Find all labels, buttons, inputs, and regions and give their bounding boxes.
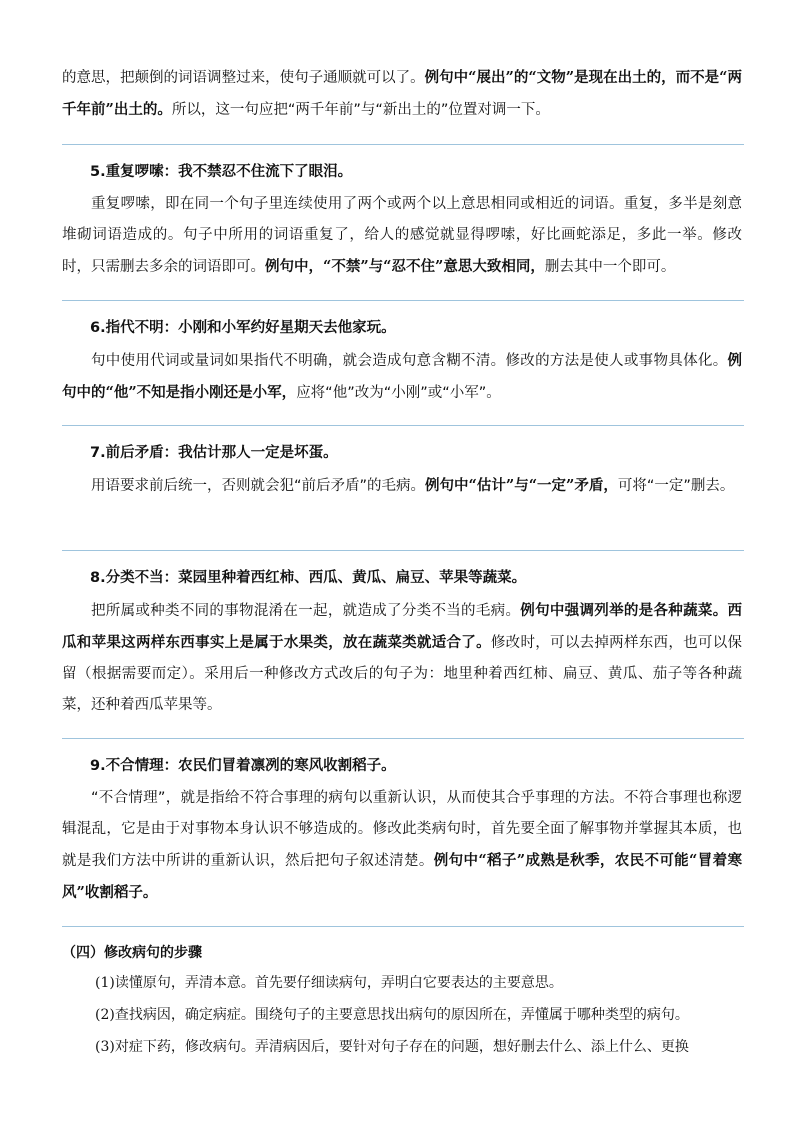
steps-title: （四）修改病句的步骤 — [62, 945, 202, 961]
section-8-heading: 8.分类不当：菜园里种着西红柿、西瓜、黄瓜、扁豆、苹果等蔬菜。 — [90, 570, 527, 586]
section-5-paragraph: 重复啰嗦，即在同一个句子里连续使用了两个或两个以上意思相同或相近的词语。重复，多半是刻意堆砌词语造成的。句子中所用的词语重复了，给人的感觉就显得啰嗦，好比画蛇添足，多此一举。修改时，只需删去多余的词语即可。例句中，“不禁”与“忍不住”意思大致相同，删去其中一个即可。 — [62, 196, 742, 275]
step-item-3: (3)对症下药，修改病句。弄清病因后，要针对句子存在的问题，想好删去什么、添上什么、更换 — [95, 1039, 689, 1055]
intro-paragraph: 的意思，把颠倒的词语调整过来，使句子通顺就可以了。例句中“展出”的“文物”是现在出土的，而不是“两千年前”出土的。所以，这一句应把“两千年前”与“新出土的”位置对调一下。 — [62, 69, 742, 118]
section-9-heading: 9.不合情理：农民们冒着凛冽的寒风收割稻子。 — [90, 758, 396, 774]
section-5-heading: 5.重复啰嗦：我不禁忍不住流下了眼泪。 — [90, 164, 353, 180]
divider-line — [62, 550, 744, 551]
section-6-paragraph: 句中使用代词或量词如果指代不明确，就会造成句意含糊不清。修改的方法是使人或事物具体化。例句中的“他”不知是指小刚还是小军，应将“他”改为“小刚”或“小军”。 — [62, 352, 742, 401]
divider-line — [62, 738, 744, 739]
section-8-paragraph: 把所属或种类不同的事物混淆在一起，就造成了分类不当的毛病。例句中强调列举的是各种蔬菜。西瓜和苹果这两样东西事实上是属于水果类，放在蔬菜类就适合了。修改时，可以去掉两样东西，也可以保留（根据需要而定）。采用后一种修改方式改后的句子为：地里种着西红柿、扁豆、黄瓜、茄子等各种蔬菜，还种着西瓜苹果等。 — [62, 602, 742, 713]
step-item-2: (2)查找病因，确定病症。围绕句子的主要意思找出病句的原因所在，弄懂属于哪种类型的病句。 — [95, 1007, 689, 1023]
step-item-1: (1)读懂原句，弄清本意。首先要仔细读病句，弄明白它要表达的主要意思。 — [95, 975, 563, 991]
divider-line — [62, 926, 744, 927]
section-9-paragraph: “不合情理”，就是指给不符合事理的病句以重新认识，从而使其合乎事理的方法。不符合事理也称逻辑混乱，它是由于对事物本身认识不够造成的。修改此类病句时，首先要全面了解事物并掌握其本质，也就是我们方法中所讲的重新认识，然后把句子叙述清楚。例句中“稻子”成熟是秋季，农民不可能“冒着寒风”收割稻子。 — [62, 790, 743, 901]
divider-line — [62, 300, 744, 301]
section-6-heading: 6.指代不明：小刚和小军约好星期天去他家玩。 — [90, 320, 396, 336]
section-7-paragraph: 用语要求前后统一，否则就会犯“前后矛盾”的毛病。例句中“估计”与“一定”矛盾，可将“一定”删去。 — [91, 477, 735, 494]
divider-line — [62, 425, 744, 426]
section-7-heading: 7.前后矛盾：我估计那人一定是坏蛋。 — [90, 445, 338, 461]
divider-line — [62, 144, 744, 145]
